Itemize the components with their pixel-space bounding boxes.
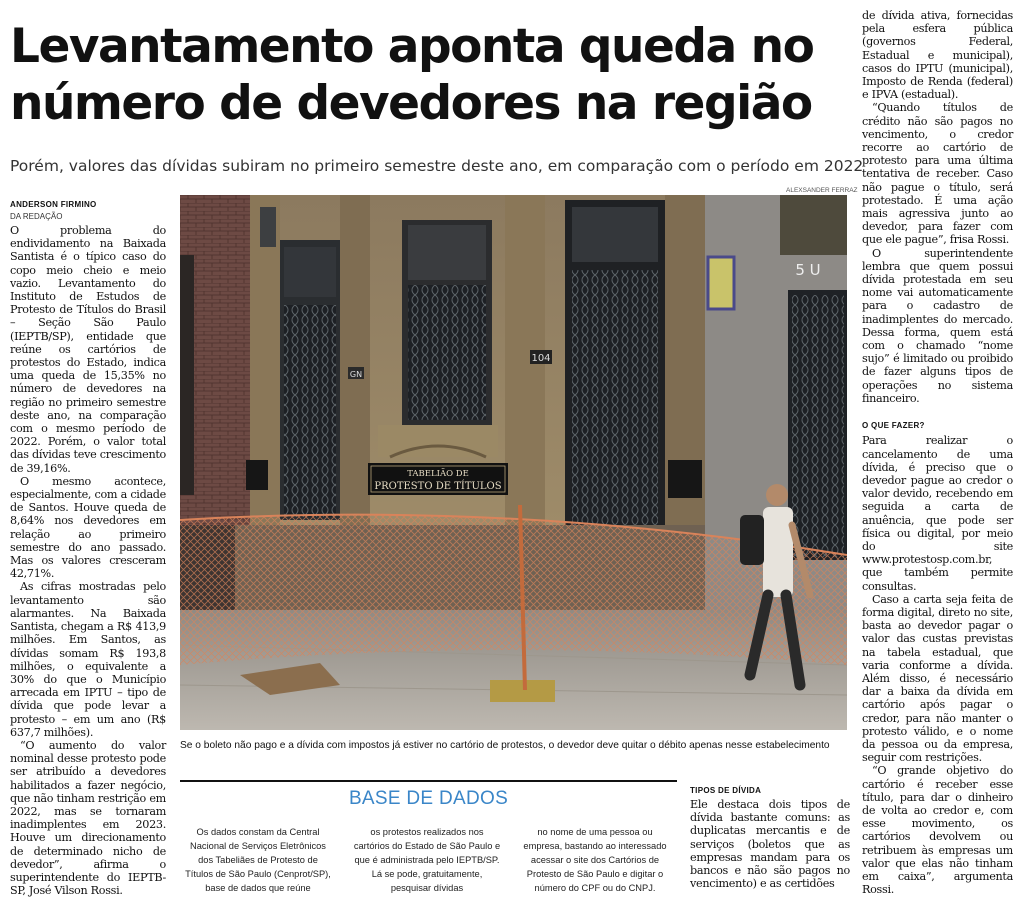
box-title: BASE DE DADOS (348, 788, 509, 809)
photo-caption: Se o boleto não pago e a dívida com impostos já estiver no cartório de protestos, o devedor deve quitar o débito apenas nesse estabelecimento (180, 740, 830, 751)
box-text-column-1: Os dados constam da Central Nacional de Serviços Eletrônicos dos Tabeliães de Protesto de Títulos de São Paulo (Cenprot/SP), base de dados que reúne (185, 827, 331, 893)
article-column-1 (10, 224, 166, 897)
photo-cartorio-facade (180, 195, 847, 730)
article-column-tipos (690, 798, 850, 890)
paragraph: O problema do endividamento na Baixada Santista é o típico caso do copo meio cheio e meio vazio. Levantamento do Instituto de Estudos de Protesto de Títulos do Brasil – Seção São Paulo (IEPTB/SP), entidade que reúne os cartórios de protestos do Estado, indica uma queda de 15,35% no número de devedores na região no primeiro semestre deste ano, na comparação com o mesmo período de 2022. Porém, o valor total das dívidas teve crescimento de 39,16%. (10, 224, 166, 475)
subheadline: Porém, valores das dívidas subiram no primeiro semestre deste ano, em comparação com o período em 2022 (10, 157, 864, 175)
box-text-column-2: os protestos realizados nos cartórios do Estado de São Paulo e que é administrada pelo IEPTB/SP. Lá se pode, gratuitamente, pesquisar dívidas (353, 827, 501, 893)
paragraph: Ele destaca dois tipos de dívida bastante comuns: as duplicatas mercantis e de serviços (boletos que as empresas mandam para os bancos e não são pagos no vencimento) e as certidões (690, 798, 850, 891)
box-top-rule (180, 780, 677, 782)
article-column-right (862, 9, 1013, 896)
byline-desk: DA REDAÇÃO (10, 212, 63, 221)
paragraph: “O aumento do valor nominal desse protesto pode ser atribuído a devedores habilitados a fazer negócio, que não tinham restrição em 2022, mas se tornaram inadimplentes em 2023. Houve um direcionamento de determinado nicho de devedor”, afirma o superintendente do IEPTB-SP, José Vilson Rossi. (10, 738, 166, 898)
box-text-column-3: no nome de uma pessoa ou empresa, bastando ao interessado acessar o site dos Cartórios de Protesto de São Paulo e digitar o número do CPF ou do CNPJ. (523, 827, 667, 893)
paragraph: As cifras mostradas pelo levantamento são alarmantes. Na Baixada Santista, chegam a R$ 413,9 milhões. Em Santos, as dívidas somam R$ 193,8 milhões, o equivalente a 30% do que o Município arrecada em IPTU – tipo de dívida que pode levar a protesto – em um ano (R$ 637,7 milhões). (10, 580, 166, 739)
paragraph: de dívida ativa, fornecidas pela esfera pública (governos Federal, Estadual e municipal), casos do IPTU (municipal), Imposto de Renda (federal) e IPVA (estadual). (862, 9, 1013, 102)
number-plate-gn: GN (349, 370, 363, 379)
wall-letters: 5 U (795, 261, 821, 279)
number-plate-104: 104 (531, 353, 551, 364)
photo-credit: ALEXSANDER FERRAZ (786, 187, 858, 194)
paragraph: “Quando títulos de crédito não são pagos no vencimento, o credor recorre ao cartório de protesto para uma última tentativa de receber. Caso não pague o título, será protestado. É uma ação mais agressiva junto ao devedor, para fazer com que ele pague”, frisa Rossi. (862, 101, 1013, 247)
sign-text-line-1: TABELIÃO DE (407, 469, 469, 479)
paragraph: O superintendente lembra que quem possui dívida protestada em seu nome vai automaticamente para o cadastro de inadimplentes do mercado. Dessa forma, quem está com o chamado “nome sujo” é limitado ou proibido de fazer alguns tipos de operações no sistema financeiro. (862, 246, 1013, 405)
sign-text-line-2: PROTESTO DE TÍTULOS (374, 481, 502, 492)
paragraph: Caso a carta seja feita de forma digital, direto no site, basta ao devedor pagar o valor das custas previstas na tabela estadual, que varia conforme a dívida. Além disso, é necessário dar a baixa da dívida em cartório após pagar o credor, para não manter o protesto válido, e o nome da pessoa ou da empresa, seguir com restrições. (862, 592, 1013, 765)
paragraph: “O grande objetivo do cartório é receber esse título, para dar o dinheiro de volta ao credor e, com esse movimento, os cartórios devolvem ou retribuem às empresas um valor que elas não tinham em caixa”, argumenta Rossi. (862, 764, 1013, 897)
section-o-que-fazer: O QUE FAZER? (862, 421, 925, 431)
section-tipos-de-divida: TIPOS DE DÍVIDA (690, 786, 762, 795)
headline-line-2: número de devedores na região (10, 76, 812, 131)
byline-author: ANDERSON FIRMINO (10, 200, 97, 209)
headline (10, 18, 850, 132)
paragraph: Para realizar o cancelamento de uma dívida, é preciso que o devedor pague ao credor o valor devido, recebendo em seguida a carta de anuência, que pode ser física ou digital, por meio do site www.protestosp.com.br, que também permite consultas. (862, 434, 1013, 593)
headline-line-1: Levantamento aponta queda no (10, 19, 814, 74)
paragraph: O mesmo acontece, especialmente, com a cidade de Santos. Houve queda de 8,64% nos devedores em relação ao primeiro semestre do ano passado. Mas os valores cresceram 42,71%. (10, 474, 166, 581)
